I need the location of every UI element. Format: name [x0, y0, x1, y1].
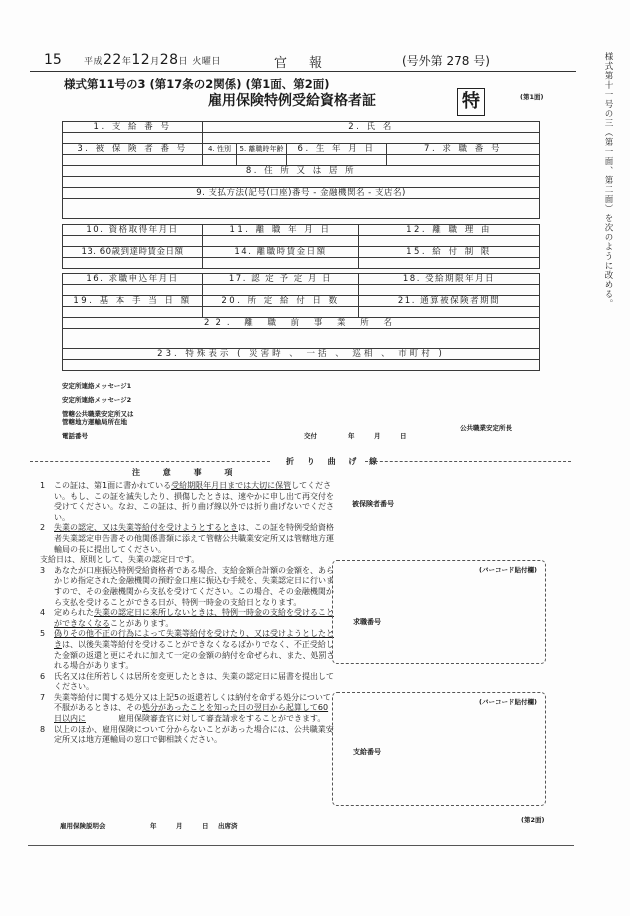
office-message-2: 安定所連絡メッセージ2: [62, 396, 132, 404]
field-address[interactable]: [63, 177, 540, 188]
label-benefit-deadline: 18. 受給期限年月日: [359, 274, 540, 285]
field-scheduled-certification-date[interactable]: [203, 285, 359, 296]
field-prescribed-benefit-days[interactable]: [203, 307, 359, 318]
fold-line-label: 折 り 曲 げ 線: [282, 456, 386, 467]
field-payment-method[interactable]: [63, 199, 540, 219]
job-seeker-number-label: 求職番号: [353, 618, 381, 626]
form-grid-identity: [62, 121, 540, 219]
field-sex[interactable]: [203, 155, 237, 166]
year-unit: 年: [121, 57, 132, 67]
office-location-line-1: 管轄公共職業安定所又は: [62, 410, 134, 418]
label-wage-at-60: 13. 60歳到達時賃金日額: [63, 247, 203, 258]
label-separation-date: 11. 離 職 年 月 日: [203, 225, 359, 236]
field-application-date[interactable]: [63, 285, 203, 296]
note-item-7: 7 失業等給付に関する処分又は上記5の返還若しくは納付を命ずる処分について不服があるときは、その処分があったことを知った日の翌日から起算して60日以内に 雇用保険審査官に対して審査請求をすることができます。: [40, 692, 331, 724]
weekday: 火曜日: [192, 57, 221, 67]
label-special-indication: 23. 特殊表示 ( 災害時 、 一括 、 巡相 、 市町村 ): [63, 349, 540, 360]
label-total-insured-period: 21. 通算被保険者期間: [359, 296, 540, 307]
label-benefit-restriction: 15. 給 付 制 限: [359, 247, 540, 258]
field-qualification-date[interactable]: [63, 236, 203, 247]
page-side-label-2: (第2面): [521, 816, 545, 824]
label-age-at-separation: 5. 離職時年齢: [237, 144, 287, 155]
note-item-2-sub: 支給日は、原則として、失業の認定日です。: [40, 555, 200, 565]
fold-line: [30, 456, 576, 466]
form-number: 様式第11号の3 (第17条の2関係) (第1面、第2面): [64, 77, 330, 91]
field-benefit-restriction[interactable]: [359, 258, 540, 269]
field-payment-number[interactable]: [63, 133, 203, 144]
payment-number-label: 支給番号: [353, 748, 381, 756]
gazette-header: [30, 52, 575, 72]
issued-label: 交付: [304, 432, 317, 440]
field-birth-date[interactable]: [287, 155, 387, 166]
note-item-8: 8 以上のほか、雇用保険について分からないことがあった場合には、公共職業安定所又は地方運輸局の窓口で御相談ください。: [40, 724, 334, 745]
label-insured-number: 3. 被 保 険 者 番 号: [63, 144, 203, 155]
label-birth-date: 6. 生 年 月 日: [287, 144, 387, 155]
barcode-box-payment[interactable]: [332, 692, 546, 806]
label-application-date: 16. 求職申込年月日: [63, 274, 203, 285]
field-special-indication[interactable]: [63, 360, 540, 371]
label-wage-at-separation: 14. 離職時賃金日額: [203, 247, 359, 258]
era: 平成: [84, 57, 104, 67]
special-mark: 特: [457, 88, 485, 116]
field-daily-basic-allowance[interactable]: [63, 307, 203, 318]
label-name: 2. 氏 名: [203, 122, 540, 133]
office-message-1: 安定所連絡メッセージ1: [62, 382, 132, 390]
attended-label: 出席済: [218, 822, 238, 830]
field-wage-at-60[interactable]: [63, 258, 203, 269]
label-daily-basic-allowance: 19. 基 本 手 当 日 額: [63, 296, 203, 307]
fold-dash-left: [30, 461, 270, 462]
note-item-1: 1 この証は、第1面に書かれている受給期限年月日までは大切に保管してください。もし、この証を滅失したり、損傷したときは、速やかに申し出て再交付を受けてください。なお、この証は、折り曲げ線以外では折り曲げないでください。: [40, 481, 334, 522]
field-benefit-deadline[interactable]: [359, 285, 540, 296]
label-previous-employer: 22. 離 職 前 事 業 所 名: [63, 318, 540, 329]
month: 12: [131, 52, 151, 68]
office-director-label: 公共職業安定所長: [460, 424, 512, 432]
seminar-day-label: 日: [202, 822, 209, 830]
note-item-4: 4 定められた失業の認定日に来所しないときは、特例一時金の支給を受けることができなくなることがあります。: [40, 608, 334, 628]
note-item-5: 5 偽りその他不正の行為によって失業等給付を受けたり、又は受けようとしたときは、以後失業等給付を受けることができなくなるばかりでなく、不正受給した金額の返還と更にそれに加えて一定の金額の納付を命ぜられ、また、処罰される場合があります。: [40, 629, 335, 671]
label-qualification-date: 10. 資格取得年月日: [63, 225, 203, 236]
field-job-seeker-number[interactable]: [387, 155, 540, 166]
note-item-2: 2 失業の認定、又は失業等給付を受けようとするときは、この証を特例受給資格者失業認定申告書その他関係書類に添えて管轄公共職業安定所又は管轄地方運輸局の長に提出してください。: [40, 523, 334, 554]
field-previous-employer[interactable]: [63, 329, 540, 349]
bottom-rule: [28, 845, 574, 846]
field-separation-reason[interactable]: [359, 236, 540, 247]
issue-date: [84, 52, 221, 68]
label-separation-reason: 12. 離 職 理 由: [359, 225, 540, 236]
day-unit: 日: [178, 57, 189, 67]
label-sex: 4. 性別: [203, 144, 237, 155]
year: 22: [103, 52, 122, 68]
notes-list: [40, 481, 336, 746]
field-insured-number[interactable]: [63, 155, 203, 166]
barcode-box-job-seeker[interactable]: [332, 560, 546, 664]
field-separation-date[interactable]: [203, 236, 359, 247]
phone-number-label: 電話番号: [62, 432, 88, 440]
insured-number-label: 被保険者番号: [352, 500, 394, 508]
label-scheduled-certification-date: 17. 認 定 予 定 月 日: [203, 274, 359, 285]
issue-number: (号外第 278 号): [402, 54, 490, 68]
label-prescribed-benefit-days: 20. 所 定 給 付 日 数: [203, 296, 359, 307]
seminar-year-label: 年: [150, 822, 157, 830]
field-name[interactable]: [203, 133, 540, 144]
form-title: 雇用保険特例受給資格者証: [208, 93, 376, 109]
form-grid-eligibility: [62, 224, 540, 269]
seminar-month-label: 月: [176, 822, 183, 830]
label-address: 8. 住 所 又 は 居 所: [63, 166, 540, 177]
office-location-line-2: 管轄地方運輸局所在地: [62, 418, 127, 426]
header-rule: [30, 71, 576, 72]
label-payment-method: 9. 支払方法(記号(口座)番号 - 金融機関名 - 支店名): [63, 188, 540, 199]
page-number: 15: [44, 52, 62, 68]
day: 28: [159, 52, 179, 68]
form-grid-benefits: [62, 273, 540, 371]
issued-day-label: 日: [400, 432, 407, 440]
month-unit: 月: [150, 57, 160, 67]
publication-title: 官報: [274, 56, 345, 71]
label-payment-number: 1. 支 給 番 号: [63, 122, 203, 133]
field-wage-at-separation[interactable]: [203, 258, 359, 269]
seminar-label: 雇用保険説明会: [60, 822, 106, 830]
note-item-6: 6 氏名又は住所若しくは居所を変更したときは、失業の認定日に届書を提出してください。: [40, 671, 334, 692]
issued-month-label: 月: [374, 432, 381, 440]
issued-year-label: 年: [348, 432, 355, 440]
label-job-seeker-number: 7. 求 職 番 号: [387, 144, 540, 155]
notes-title: 注 意 事 項: [132, 468, 243, 477]
vertical-amendment-note: 様式第十一号の三（第一面、第二面）を次のように改める。: [603, 52, 613, 309]
barcode-label-2: (バーコード貼付欄): [479, 698, 537, 706]
fold-dash-right: [365, 461, 571, 462]
field-age-at-separation[interactable]: [237, 155, 287, 166]
field-total-insured-period[interactable]: [359, 307, 540, 318]
note-item-3: 3 あなたが口座振込特例受給資格者である場合、支給金額合計額の金額を、あらかじめ指定された金融機関の預貯金口座に振込む手続を、失業認定日に行いますので、その金融機関から支払を受けてください。この場合、その金融機関から支払を受けることができる日が、特例一時金の支給日となります。: [40, 565, 334, 607]
barcode-label-1: (バーコード貼付欄): [479, 566, 537, 574]
page-side-label-1: (第1面): [520, 93, 544, 101]
